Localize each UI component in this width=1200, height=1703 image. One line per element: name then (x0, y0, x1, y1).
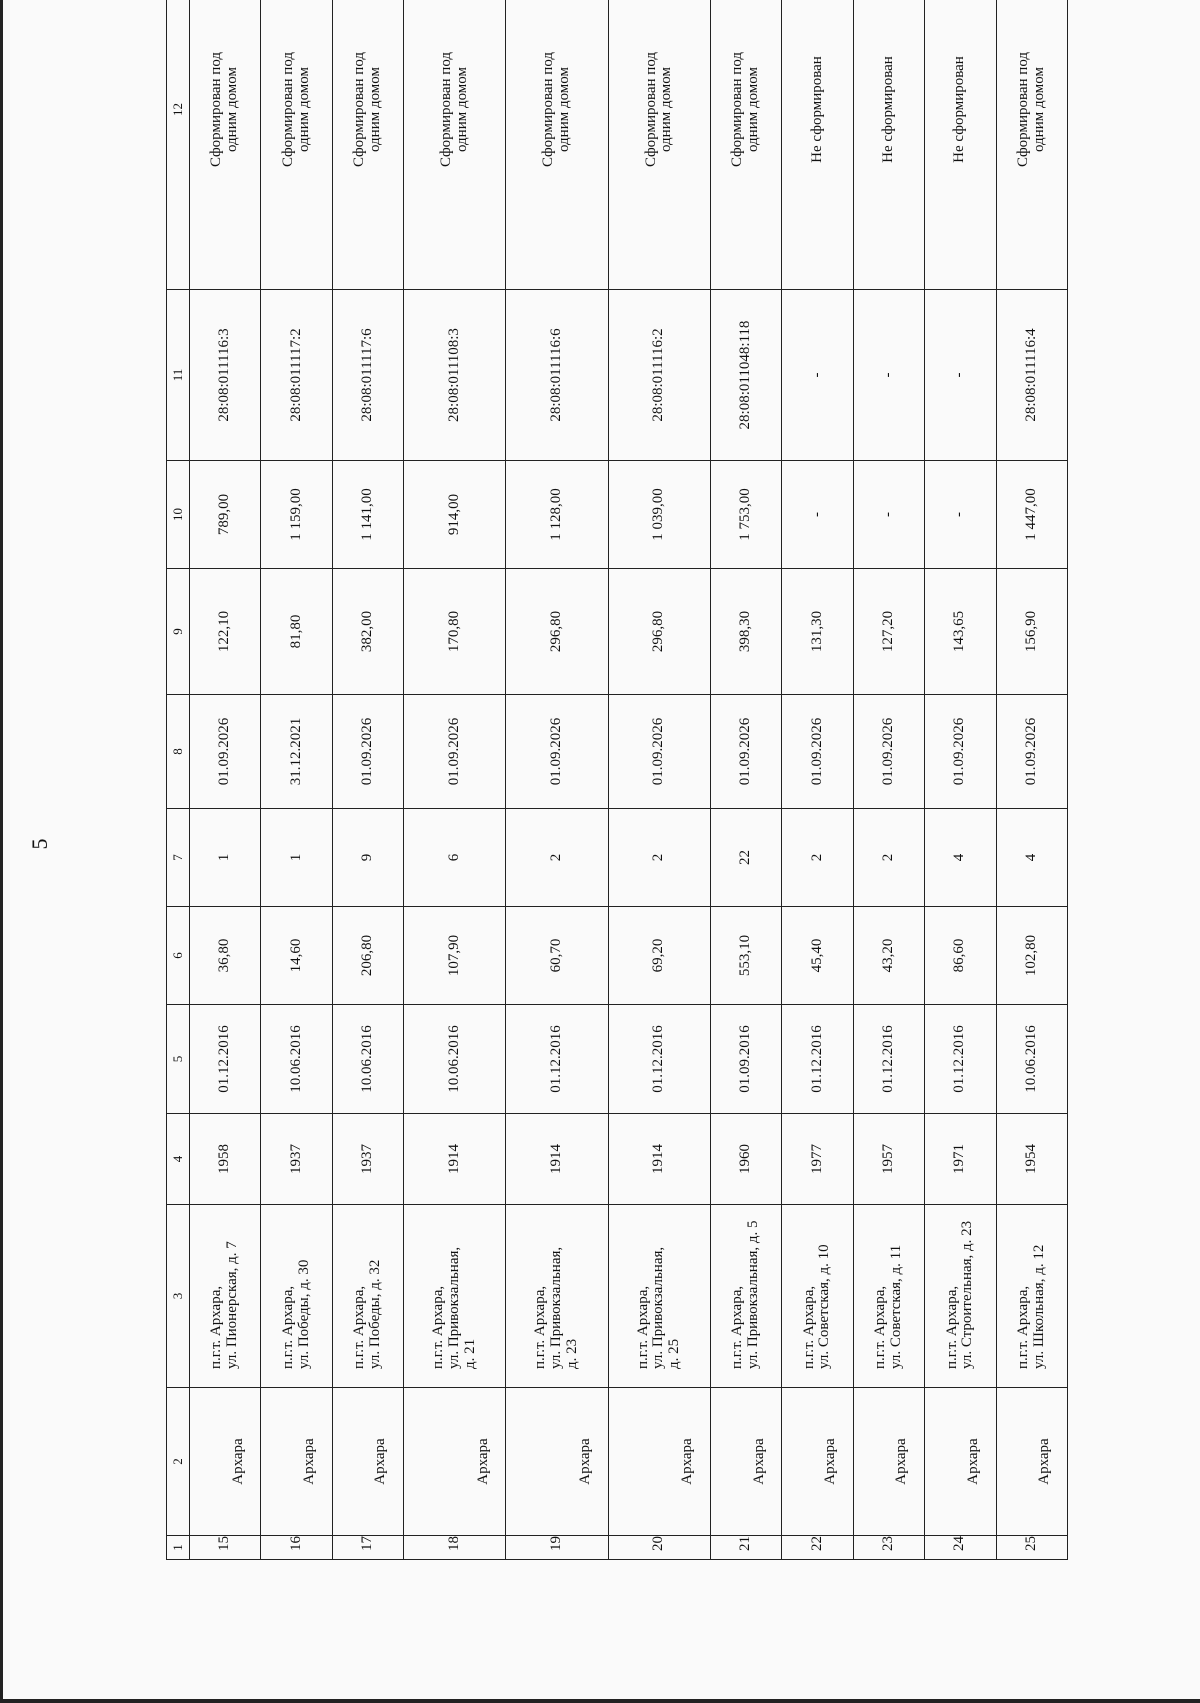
settlement-cell: Архара (261, 1388, 332, 1536)
table-row (996, 0, 1068, 1560)
house-area-cell: 296,80 (506, 569, 608, 695)
build-year-cell: 1977 (782, 1114, 853, 1205)
build-year-cell: 1937 (261, 1114, 332, 1205)
build-year-cell: 1971 (925, 1114, 996, 1205)
row-number-cell: 21 (710, 1536, 781, 1560)
planned-date-cell: 01.09.2026 (608, 695, 710, 809)
row-number-cell: 25 (996, 1536, 1068, 1560)
area-cell: 206,80 (332, 907, 403, 1005)
table-row (853, 0, 924, 1560)
column-number-cell: 11 (167, 290, 190, 461)
table-row (782, 0, 853, 1560)
row-number-cell: 22 (782, 1536, 853, 1560)
residents-cell: 4 (996, 809, 1068, 907)
land-area-cell: 1 128,00 (506, 461, 608, 569)
column-number-cell: 2 (167, 1388, 190, 1536)
residents-cell: 1 (190, 809, 261, 907)
housing-register-table (166, 0, 1068, 1560)
house-area-cell: 122,10 (190, 569, 261, 695)
row-number-cell: 18 (404, 1536, 506, 1560)
cadastral-number-cell: 28:08:011116:3 (190, 290, 261, 461)
address-cell: п.г.т. Архара, ул. Победы, д. 32 (332, 1205, 403, 1388)
cadastral-number-cell: - (782, 290, 853, 461)
settlement-cell: Архара (782, 1388, 853, 1536)
build-year-cell: 1957 (853, 1114, 924, 1205)
build-year-cell: 1914 (506, 1114, 608, 1205)
address-cell: п.г.т. Архара, ул. Пионерская, д. 7 (190, 1205, 261, 1388)
house-area-cell: 382,00 (332, 569, 403, 695)
residents-cell: 9 (332, 809, 403, 907)
recognition-date-cell: 01.12.2016 (506, 1005, 608, 1114)
column-number-cell: 5 (167, 1005, 190, 1114)
settlement-cell: Архара (332, 1388, 403, 1536)
settlement-cell: Архара (853, 1388, 924, 1536)
table-row (506, 0, 608, 1560)
planned-date-cell: 01.09.2026 (506, 695, 608, 809)
row-number-cell: 16 (261, 1536, 332, 1560)
area-cell: 102,80 (996, 907, 1068, 1005)
land-status-cell: Сформирован под одним домом (190, 0, 261, 290)
planned-date-cell: 01.09.2026 (925, 695, 996, 809)
address-cell: п.г.т. Архара, ул. Привокзальная, д. 23 (506, 1205, 608, 1388)
recognition-date-cell: 01.12.2016 (190, 1005, 261, 1114)
table-row (190, 0, 261, 1560)
residents-cell: 2 (853, 809, 924, 907)
column-number-cell: 1 (167, 1536, 190, 1560)
recognition-date-cell: 10.06.2016 (332, 1005, 403, 1114)
house-area-cell: 143,65 (925, 569, 996, 695)
column-number-cell: 9 (167, 569, 190, 695)
recognition-date-cell: 10.06.2016 (404, 1005, 506, 1114)
land-area-cell: - (782, 461, 853, 569)
land-status-cell: Сформирован под одним домом (996, 0, 1068, 290)
planned-date-cell: 01.09.2026 (710, 695, 781, 809)
house-area-cell: 398,30 (710, 569, 781, 695)
cadastral-number-cell: 28:08:011117:6 (332, 290, 403, 461)
area-cell: 86,60 (925, 907, 996, 1005)
house-area-cell: 127,20 (853, 569, 924, 695)
land-status-cell: Не сформирован (925, 0, 996, 290)
cadastral-number-cell: 28:08:011117:2 (261, 290, 332, 461)
recognition-date-cell: 01.09.2016 (710, 1005, 781, 1114)
build-year-cell: 1954 (996, 1114, 1068, 1205)
planned-date-cell: 01.09.2026 (996, 695, 1068, 809)
recognition-date-cell: 01.12.2016 (853, 1005, 924, 1114)
recognition-date-cell: 01.12.2016 (925, 1005, 996, 1114)
land-status-cell: Сформирован под одним домом (710, 0, 781, 290)
land-area-cell: 1 039,00 (608, 461, 710, 569)
page-edge-left (0, 0, 3, 1703)
address-cell: п.г.т. Архара, ул. Строительная, д. 23 (925, 1205, 996, 1388)
address-cell: п.г.т. Архара, ул. Победы, д. 30 (261, 1205, 332, 1388)
table-row (925, 0, 996, 1560)
recognition-date-cell: 10.06.2016 (996, 1005, 1068, 1114)
settlement-cell: Архара (996, 1388, 1068, 1536)
settlement-cell: Архара (925, 1388, 996, 1536)
table-body (167, 0, 1068, 1560)
settlement-cell: Архара (506, 1388, 608, 1536)
area-cell: 36,80 (190, 907, 261, 1005)
page-number: 5 (27, 838, 52, 850)
area-cell: 60,70 (506, 907, 608, 1005)
address-cell: п.г.т. Архара, ул. Школьная, д. 12 (996, 1205, 1068, 1388)
settlement-cell: Архара (710, 1388, 781, 1536)
land-status-cell: Сформирован под одним домом (608, 0, 710, 290)
residents-cell: 4 (925, 809, 996, 907)
land-area-cell: 1 447,00 (996, 461, 1068, 569)
row-number-cell: 24 (925, 1536, 996, 1560)
table-row (332, 0, 403, 1560)
cadastral-number-cell: 28:08:011116:6 (506, 290, 608, 461)
row-number-cell: 17 (332, 1536, 403, 1560)
address-cell: п.г.т. Архара, ул. Привокзальная, д. 5 (710, 1205, 781, 1388)
row-number-cell: 23 (853, 1536, 924, 1560)
land-status-cell: Сформирован под одним домом (506, 0, 608, 290)
row-number-cell: 20 (608, 1536, 710, 1560)
column-number-row (167, 0, 190, 1560)
planned-date-cell: 31.12.2021 (261, 695, 332, 809)
recognition-date-cell: 01.12.2016 (782, 1005, 853, 1114)
planned-date-cell: 01.09.2026 (190, 695, 261, 809)
house-area-cell: 170,80 (404, 569, 506, 695)
area-cell: 45,40 (782, 907, 853, 1005)
address-cell: п.г.т. Архара, ул. Советская, д. 10 (782, 1205, 853, 1388)
house-area-cell: 156,90 (996, 569, 1068, 695)
table-row (608, 0, 710, 1560)
settlement-cell: Архара (608, 1388, 710, 1536)
address-cell: п.г.т. Архара, ул. Привокзальная, д. 25 (608, 1205, 710, 1388)
land-area-cell: - (925, 461, 996, 569)
settlement-cell: Архара (190, 1388, 261, 1536)
build-year-cell: 1937 (332, 1114, 403, 1205)
settlement-cell: Архара (404, 1388, 506, 1536)
cadastral-number-cell: - (925, 290, 996, 461)
cadastral-number-cell: - (853, 290, 924, 461)
build-year-cell: 1960 (710, 1114, 781, 1205)
land-status-cell: Сформирован под одним домом (261, 0, 332, 290)
recognition-date-cell: 01.12.2016 (608, 1005, 710, 1114)
residents-cell: 6 (404, 809, 506, 907)
address-cell: п.г.т. Архара, ул. Советская, д. 11 (853, 1205, 924, 1388)
planned-date-cell: 01.09.2026 (853, 695, 924, 809)
residents-cell: 2 (782, 809, 853, 907)
table-row (261, 0, 332, 1560)
planned-date-cell: 01.09.2026 (782, 695, 853, 809)
build-year-cell: 1958 (190, 1114, 261, 1205)
residents-cell: 1 (261, 809, 332, 907)
area-cell: 43,20 (853, 907, 924, 1005)
build-year-cell: 1914 (404, 1114, 506, 1205)
column-number-cell: 7 (167, 809, 190, 907)
land-area-cell: - (853, 461, 924, 569)
land-area-cell: 1 159,00 (261, 461, 332, 569)
land-status-cell: Не сформирован (853, 0, 924, 290)
land-status-cell: Не сформирован (782, 0, 853, 290)
cadastral-number-cell: 28:08:011116:2 (608, 290, 710, 461)
land-area-cell: 789,00 (190, 461, 261, 569)
rotated-table-container (166, 0, 1068, 1560)
table-row (404, 0, 506, 1560)
land-area-cell: 1 753,00 (710, 461, 781, 569)
cadastral-number-cell: 28:08:011116:4 (996, 290, 1068, 461)
table-row (710, 0, 781, 1560)
area-cell: 69,20 (608, 907, 710, 1005)
address-cell: п.г.т. Архара, ул. Привокзальная, д. 21 (404, 1205, 506, 1388)
planned-date-cell: 01.09.2026 (332, 695, 403, 809)
land-area-cell: 914,00 (404, 461, 506, 569)
cadastral-number-cell: 28:08:011048:118 (710, 290, 781, 461)
planned-date-cell: 01.09.2026 (404, 695, 506, 809)
cadastral-number-cell: 28:08:011108:3 (404, 290, 506, 461)
column-number-cell: 4 (167, 1114, 190, 1205)
column-number-cell: 8 (167, 695, 190, 809)
area-cell: 553,10 (710, 907, 781, 1005)
column-number-cell: 3 (167, 1205, 190, 1388)
residents-cell: 2 (608, 809, 710, 907)
row-number-cell: 15 (190, 1536, 261, 1560)
land-status-cell: Сформирован под одним домом (332, 0, 403, 290)
house-area-cell: 131,30 (782, 569, 853, 695)
area-cell: 107,90 (404, 907, 506, 1005)
house-area-cell: 296,80 (608, 569, 710, 695)
column-number-cell: 6 (167, 907, 190, 1005)
land-status-cell: Сформирован под одним домом (404, 0, 506, 290)
residents-cell: 2 (506, 809, 608, 907)
column-number-cell: 10 (167, 461, 190, 569)
recognition-date-cell: 10.06.2016 (261, 1005, 332, 1114)
area-cell: 14,60 (261, 907, 332, 1005)
build-year-cell: 1914 (608, 1114, 710, 1205)
page-edge-bottom (0, 1699, 1200, 1703)
land-area-cell: 1 141,00 (332, 461, 403, 569)
column-number-cell: 12 (167, 0, 190, 290)
residents-cell: 22 (710, 809, 781, 907)
row-number-cell: 19 (506, 1536, 608, 1560)
house-area-cell: 81,80 (261, 569, 332, 695)
